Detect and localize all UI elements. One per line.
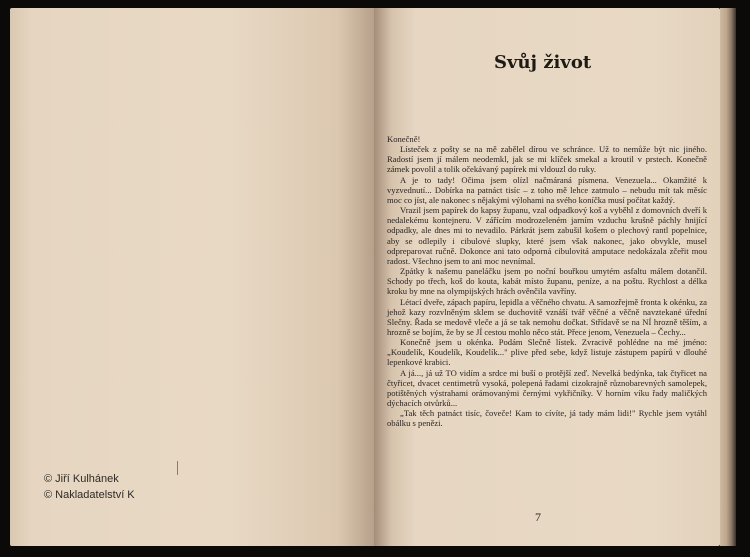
chapter-body [387,134,707,429]
paragraph: Konečně! [387,134,421,144]
copyright-author: © Jiří Kulhánek [44,473,119,485]
left-page [10,8,374,546]
paragraph: Konečně jsem u okénka. Podám Slečně lístek. Zvracivě pohlédne na mé jméno: „Koudelík, Koudelík, Koudelík..." plive před sebe, když listuje zástupem papírů v dlouhé lepenkové krabici. [387,337,707,368]
paragraph: Létací dveře, zápach papíru, lepidla a věčného chvatu. A samozřejmě fronta k okénku, za jehož kazy rozvlněným sklem se duchovitě vznáší tvář věčné a věčně navztekané úřední Slečny. Řada se medově vleče a já se tak nemohu dočkat. Střídavě se na NÍ hrozně těším, a hrozně se bojím, že by se JÍ cestou mohlo něco stát. Přece jenom, Venezuela – Čechy... [387,296,707,337]
page-edge [720,8,736,546]
paragraph: A já..., já už TO vidím a srdce mi buší o protější zeď. Nevelká bedýnka, tak čtyřicet na čtyřicet, dvacet centimetrů vysoká, polepená řadami cizokrajně různobarevných samolepek, potištěných výstrahami orámovanými černými vykřičníky. V horním víku řady maličkých dýchacích otvůrků... [387,367,707,409]
chapter-title: Svůj život [494,52,592,73]
paragraph: „Tak těch patnáct tisíc, čoveče! Kam to cívíte, já tady mám lidi!" Rychle jsem vytáhl obálku s penězi. [387,408,707,429]
page-number: 7 [535,510,541,524]
paragraph: Vrazil jsem papírek do kapsy županu, vzal odpadkový koš a vyběhl z domovních dveří k nedalekému kontejneru. V zářícím modrozeleném jarním vzduchu krušně páchly hnijící odpadky, ale dnes mi to nevadilo. Párkrát jsem zabušil košem o plechový rantl popelnice, aby se odlepily i cibulové slupky, které jsem však nakonec, jako obvykle, musel odpreparovat ručně. Dokonce ani tato odporná cibulovitá amputace nedokázala zčeřit mou radost. Všechno jsem to ani moc nevnímal. [387,205,707,266]
copyright-publisher: © Nakladatelství K [44,489,135,501]
pencil-mark [177,461,178,475]
paragraph: A je to tady! Očima jsem olízl načmáraná písmena. Venezuela... Okamžité k vyzvednutí... Dobírka na patnáct tisíc – z toho mě lehce zatmulo – nebudu mít tak měsíc moc co jíst, ale nakonec s nějakými výlohami na svého koníčka musí počítat každý. [387,174,707,205]
right-page [374,8,720,546]
copyright-notice [44,471,135,503]
paragraph: Zpátky k našemu paneláčku jsem po noční bouřkou umytém asfaltu málem dotančil. Schody po třech, koš do kouta, kabát místo županu, peníze, a na poštu. Rychlost a délka kroku by mne na olympijských hrách ověnčila vavříny. [387,266,707,297]
paragraph: Lísteček z pošty se na mě zabělel dírou ve schránce. Už to nemůže být nic jiného. Radostí jsem jí málem neodemkl, jak se mi klíček smekal a kroutil v prstech. Konečně zámek povolil a tolik očekávaný papírek mi vldouzl do ruky. [387,144,707,175]
